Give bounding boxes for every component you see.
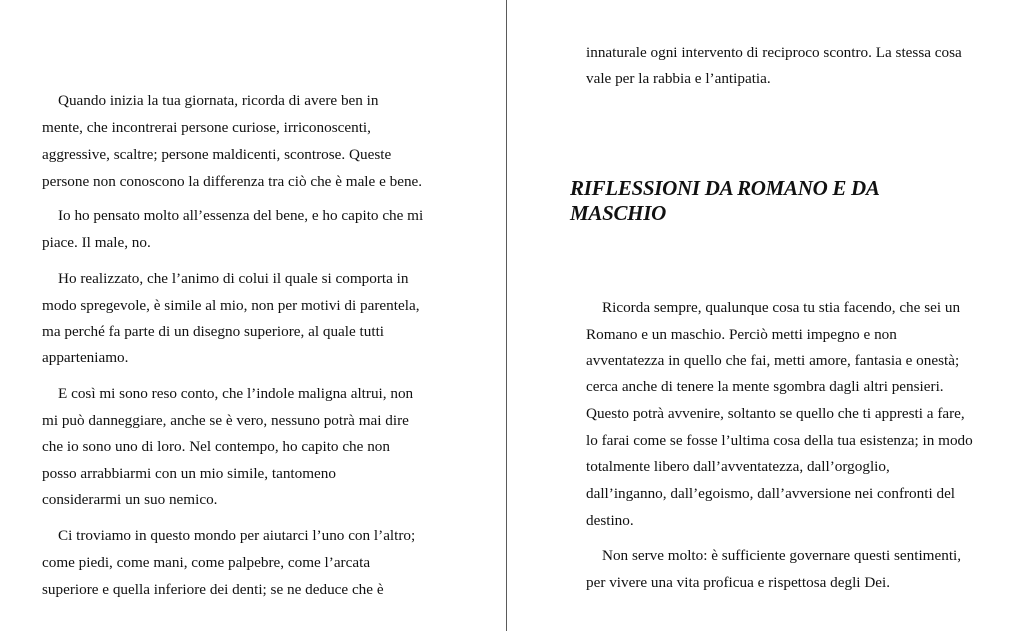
section-heading: MASCHIO xyxy=(570,201,666,225)
paragraph-line: totalmente libero dall’avventatezza, dall’orgoglio, xyxy=(586,458,890,475)
paragraph-line: Ci troviamo in questo mondo per aiutarci l’uno con l’altro; xyxy=(58,527,416,544)
paragraph-line: modo spregevole, è simile al mio, non per motivi di parentela, xyxy=(42,297,420,314)
paragraph-line: innaturale ogni intervento di reciproco scontro. La stessa cosa xyxy=(586,44,962,61)
paragraph-line: Romano e un maschio. Perciò metti impegno e non xyxy=(586,326,897,343)
paragraph-line: posso arrabbiarmi con un mio simile, tantomeno xyxy=(42,465,336,482)
right-page xyxy=(507,0,1023,631)
paragraph-line: E così mi sono reso conto, che l’indole maligna altrui, non xyxy=(58,385,414,402)
paragraph-line: aggressive, scaltre; persone maldicenti, scontrose. Queste xyxy=(42,146,392,163)
paragraph-line: apparteniamo. xyxy=(42,349,129,366)
paragraph-line: ma perché fa parte di un disegno superiore, al quale tutti xyxy=(42,323,385,340)
paragraph-line: cerca anche di tenere la mente sgombra dagli altri pensieri. xyxy=(586,378,944,395)
paragraph-line: avventatezza in quello che fai, metti amore, fantasia e onestà; xyxy=(586,352,960,369)
paragraph-line: che io sono uno di loro. Nel contempo, ho capito che non xyxy=(42,438,390,455)
paragraph-line: superiore e quella inferiore dei denti; se ne deduce che è xyxy=(42,581,384,598)
paragraph-line: vale per la rabbia e l’antipatia. xyxy=(586,70,771,87)
paragraph-line: piace. Il male, no. xyxy=(42,234,151,251)
paragraph-line: Ho realizzato, che l’animo di colui il quale si comporta in xyxy=(58,270,409,287)
paragraph-line: persone non conoscono la differenza tra ciò che è male e bene. xyxy=(42,173,423,190)
paragraph-line: Quando inizia la tua giornata, ricorda di avere ben in xyxy=(58,92,379,109)
left-page xyxy=(0,0,506,631)
paragraph-line: Questo potrà avvenire, soltanto se quello che ti appresti a fare, xyxy=(586,405,965,422)
paragraph-line: Non serve molto: è sufficiente governare questi sentimenti, xyxy=(602,547,962,564)
paragraph-line: per vivere una vita proficua e rispettosa degli Dei. xyxy=(586,574,891,591)
paragraph-line: dall’inganno, dall’egoismo, dall’avversione nei confronti del xyxy=(586,485,956,502)
paragraph-line: Io ho pensato molto all’essenza del bene, e ho capito che mi xyxy=(58,207,424,224)
paragraph-line: mi può danneggiare, anche se è vero, nessuno potrà mai dire xyxy=(42,412,409,429)
paragraph-line: considerarmi un suo nemico. xyxy=(42,491,218,508)
paragraph-line: destino. xyxy=(586,512,634,529)
section-heading: RIFLESSIONI DA ROMANO E DA xyxy=(570,176,880,200)
paragraph-line: come piedi, come mani, come palpebre, come l’arcata xyxy=(42,554,371,571)
paragraph-line: mente, che incontrerai persone curiose, irriconoscenti, xyxy=(42,119,371,136)
paragraph-line: Ricorda sempre, qualunque cosa tu stia facendo, che sei un xyxy=(602,299,961,316)
paragraph-line: lo farai come se fosse l’ultima cosa della tua esistenza; in modo xyxy=(586,432,973,449)
